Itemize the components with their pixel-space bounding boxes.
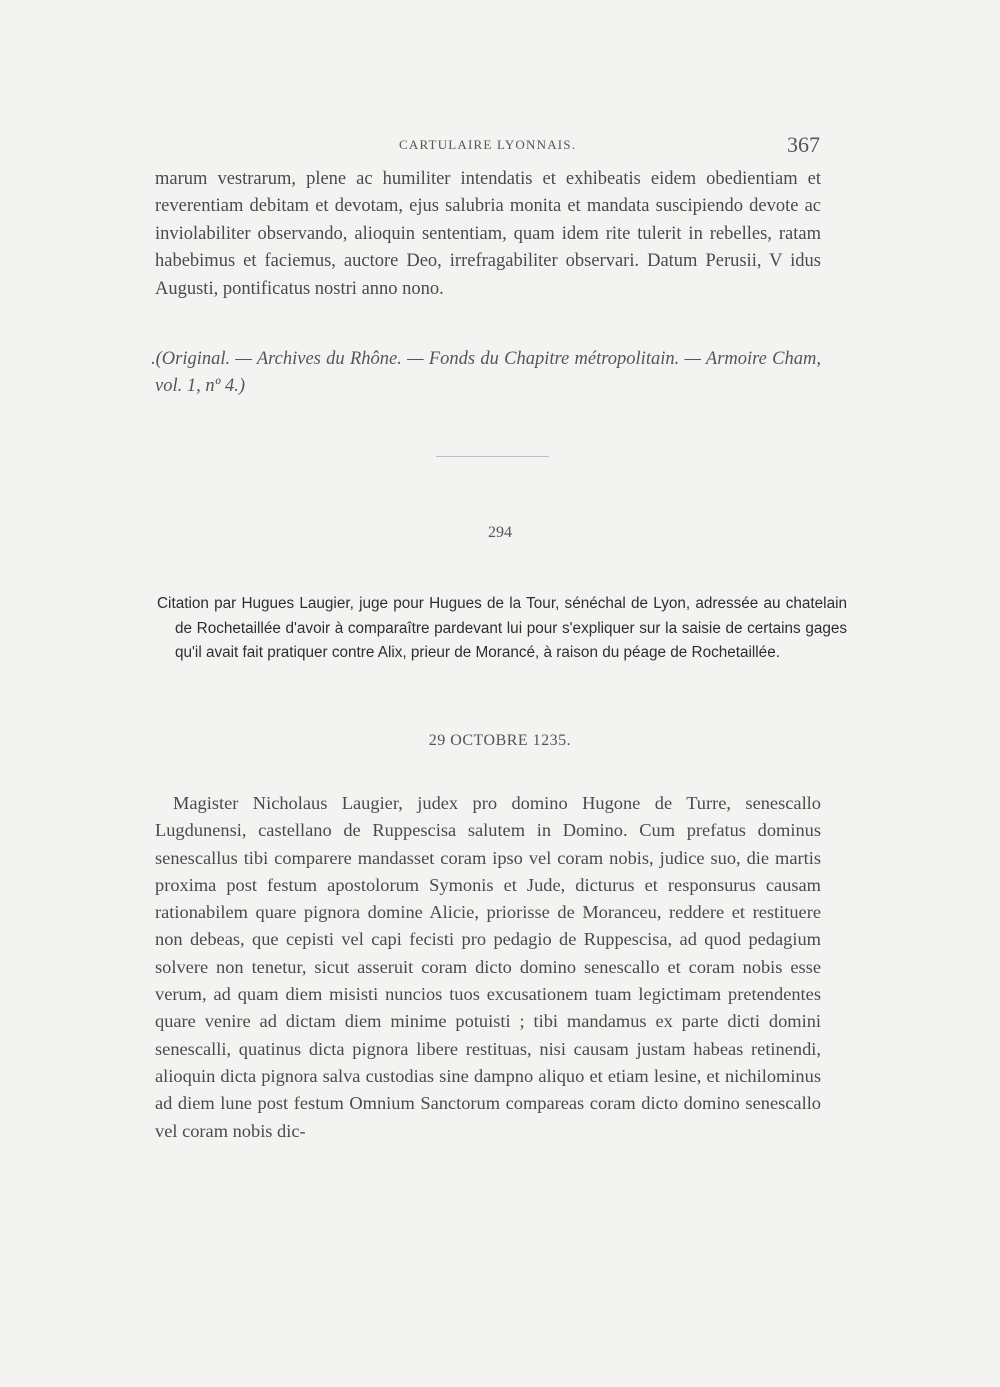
previous-document-source: .(Original. — Archives du Rhône. — Fonds du Chapitre métropolitain. — Armoire Cham, vol. 1, nº 4.) — [151, 349, 821, 397]
running-title: CARTULAIRE LYONNAIS. — [399, 137, 577, 152]
previous-document-text: marum vestrarum, plene ac humiliter intendatis et exhibeatis eidem obedientiam et reverentiam debitam et devotam, ejus salubria monita et mandata suscipiendo devote ac inviolabiliter observando, alioquin sententiam, quam idem rite tulerit in rebelles, ratam habebimus et faciemus, auctore Deo, irrefragabiliter observari. Datum Perusii, V idus Augusti, pontificatus nostri anno nono. — [155, 169, 821, 299]
document-number: 294 — [488, 524, 512, 541]
document-text: Magister Nicholaus Laugier, judex pro domino Hugone de Turre, senescallo Lugdunensi, castellano de Ruppescisa salutem in Domino. Cum prefatus dominus senescallus tibi comparere mandasset coram ipso vel coram nobis, judice suo, die martis proxima post festum apostolorum Symonis et Jude, dicturus et responsurus causam rationabilem quare pignora domine Alicie, priorisse de Moranceu, reddere et restituere non debeas, que cepisti vel capi fecisti pro pedagio de Ruppescisa, ad quod pedagium solvere non tenetur, sicut asseruit coram dicto domino senescallo et coram nobis esse verum, ad quam diem misisti nuncios tuos excusationem tuam legictimam pretendentes quare venire ad dictam diem minime potuisti ; tibi mandamus ex parte dicti domini senescalli, quatinus dicta pignora libere restituas, nisi causam justam habeas retinendi, alioquin dicta pignora salva custodias sine dampno aliquo et etiam lesine, et nichilominus ad diem lune post festum Omnium Sanctorum compareas coram dicto domino senescallo vel coram nobis dic- — [155, 793, 821, 1141]
page-number: 367 — [787, 132, 820, 157]
section-divider — [436, 456, 549, 457]
document-summary: Citation par Hugues Laugier, juge pour Hugues de la Tour, sénéchal de Lyon, adressée au chatelain de Rochetaillée d'avoir à comparaître pardevant lui pour s'expliquer sur la saisie de certains gages qu'il avait fait pratiquer contre Alix, prieur de Morancé, à raison du péage de Rochetaillée. — [157, 595, 847, 661]
running-header — [155, 134, 820, 158]
document-date: 29 OCTOBRE 1235. — [428, 732, 572, 749]
